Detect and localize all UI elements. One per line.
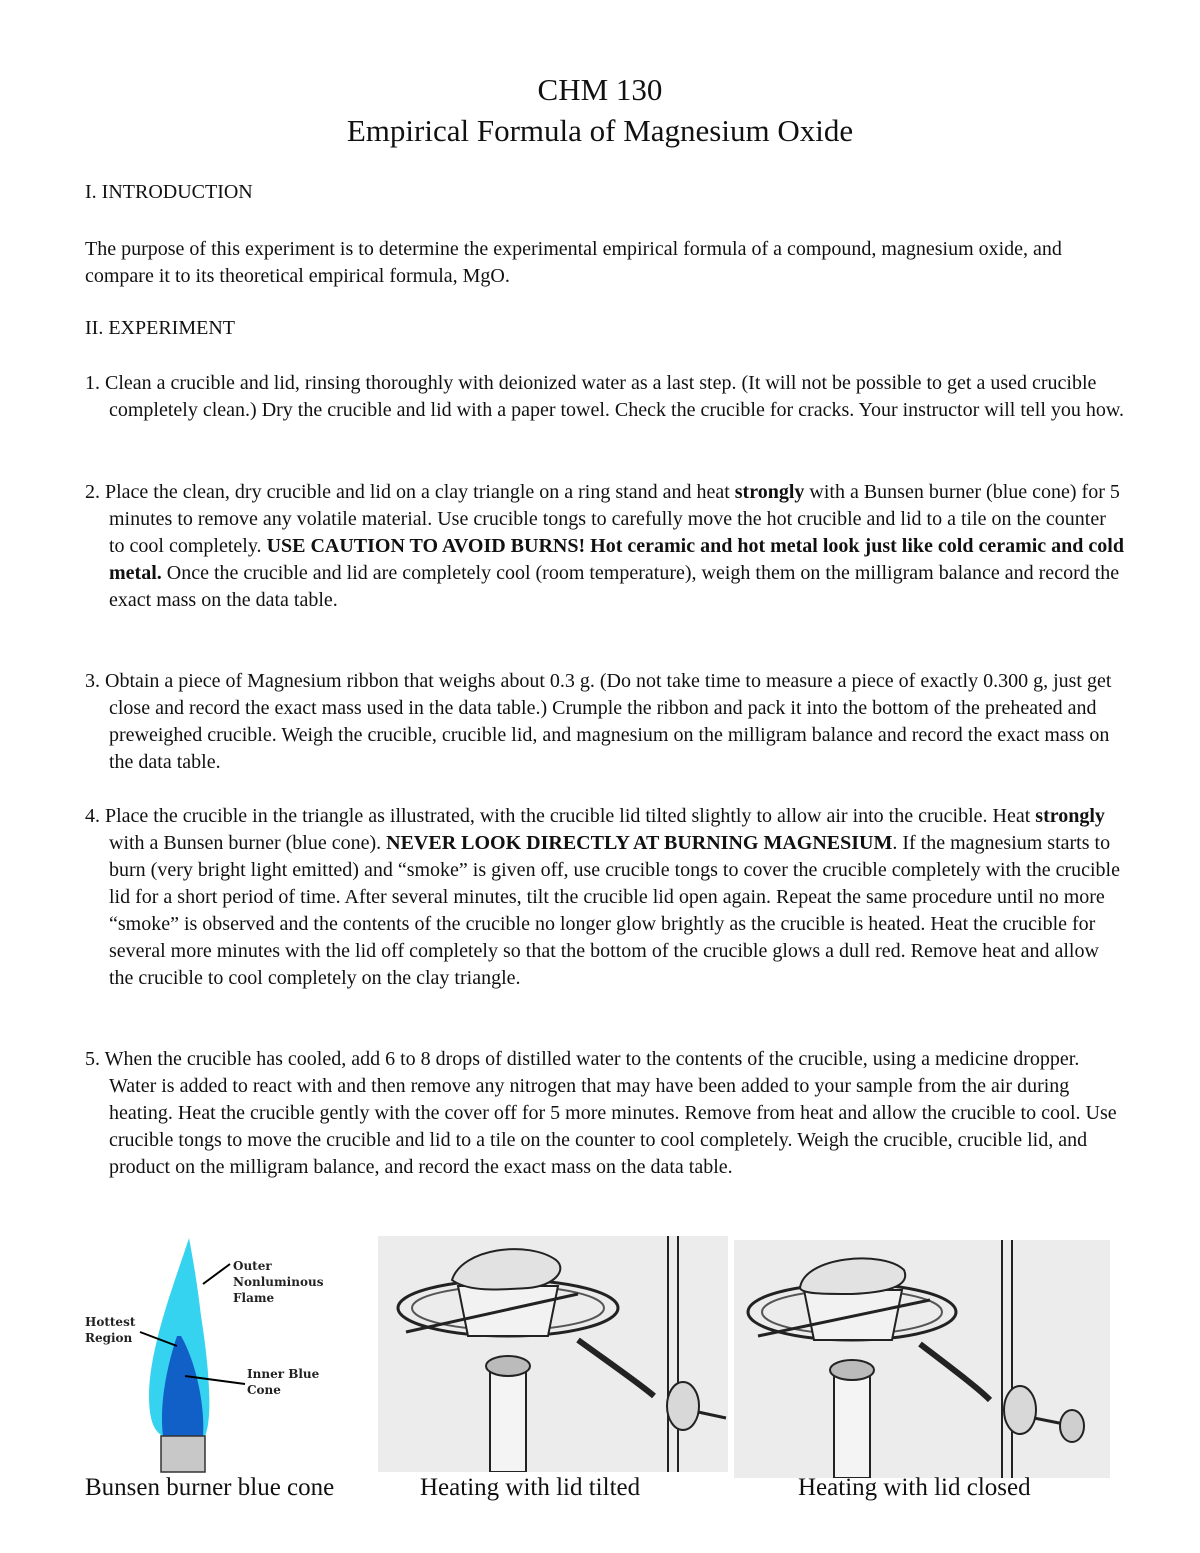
lid-tilted-illustration	[378, 1236, 728, 1472]
step-3	[85, 668, 1125, 776]
step-text: with a Bunsen burner (blue cone).	[109, 832, 387, 854]
introduction-text: The purpose of this experiment is to determine the experimental empirical formula of a compound, magnesium oxide, and compare it to its theoretical empirical formula, MgO.	[85, 238, 1062, 287]
step-4	[85, 803, 1125, 992]
step-text: Once the crucible and lid are completely cool (room temperature), weigh them on the milligram balance and record the exact mass on the data table.	[109, 562, 1120, 611]
step-bold-text: strongly	[1035, 805, 1105, 827]
step-text: 5. When the crucible has cooled, add 6 to 8 drops of distilled water to the contents of the crucible, using a medicine dropper. Water is added to react with and then remove any nitrogen that may have been added to your sample from the air during heating. Heat the crucible gently with the cover off for 5 more minutes. Remove from heat and allow the crucible to cool. Use crucible tongs to move the crucible and lid to a tile on the counter to cool completely. Weigh the crucible, crucible lid, and product on the milligram balance, and record the exact mass on the data table.	[85, 1048, 1117, 1178]
step-bold-text: strongly	[734, 481, 805, 503]
bunsen-burner-figure	[85, 1236, 345, 1476]
step-text: 4. Place the crucible in the triangle as illustrated, with the crucible lid tilted slightly to allow air into the crucible. Heat	[85, 805, 1036, 827]
document-title: Empirical Formula of Magnesium Oxide	[346, 113, 854, 148]
bunsen-burner-diagram	[85, 1236, 345, 1476]
caption-lid-closed: Heating with lid closed	[798, 1474, 1031, 1501]
label-inner: Inner Blue	[247, 1367, 320, 1381]
step-text: 1. Clean a crucible and lid, rinsing thoroughly with deionized water as a last step. (It will not be possible to get a used crucible completely clean.) Dry the crucible and lid with a paper towel. Check the crucible for cracks. Your instructor will tell you how.	[85, 372, 1125, 421]
lid-tilted-figure	[378, 1236, 728, 1472]
label-inner: Cone	[247, 1383, 281, 1397]
label-outer: Nonluminous	[233, 1275, 324, 1289]
label-hottest: Region	[85, 1331, 133, 1345]
step-5	[85, 1046, 1125, 1181]
caution-warning: USE CAUTION TO AVOID BURNS! Hot ceramic and hot metal look just like cold ceramic and cold metal.	[109, 535, 1124, 584]
caption-lid-tilted: Heating with lid tilted	[420, 1474, 641, 1501]
outer-flame-pointer	[203, 1264, 230, 1284]
lid-closed-figure	[734, 1240, 1110, 1478]
step-text: 3. Obtain a piece of Magnesium ribbon that weighs about 0.3 g. (Do not take time to measure a piece of exactly 0.300 g, just get close and record the exact mass used in the data table.) Crumple the ribbon and pack it into the bottom of the preheated and preweighed crucible. Weigh the crucible, crucible lid, and magnesium on the milligram balance and record the exact mass on the data table.	[85, 670, 1112, 773]
label-outer: Flame	[233, 1291, 275, 1305]
course-title: CHM 130	[537, 72, 663, 107]
step-text: . If the magnesium starts to burn (very bright light emitted) and “smoke” is given off, use crucible tongs to cover the crucible completely with the crucible lid for a short period of time. After several minutes, tilt the crucible lid open again. Repeat the same procedure until no more “smoke” is observed and the contents of the crucible no longer glow brightly as the crucible is heated. Heat the crucible for several more minutes with the lid off completely so that the bottom of the crucible glows a dull red. Remove heat and allow the crucible to cool completely on the clay triangle.	[109, 832, 1120, 989]
magnesium-warning: NEVER LOOK DIRECTLY AT BURNING MAGNESIUM	[386, 832, 893, 854]
introduction-heading: I. INTRODUCTION	[85, 181, 253, 203]
step-2	[85, 479, 1125, 614]
caption-bunsen: Bunsen burner blue cone	[85, 1474, 335, 1501]
step-text: with a Bunsen burner (blue cone) for 5 minutes to remove any volatile material. Use crucible tongs to carefully move the hot crucible and lid to a tile on the counter to cool completely.	[109, 481, 1120, 557]
experiment-heading: II. EXPERIMENT	[85, 317, 235, 339]
step-text: 2. Place the clean, dry crucible and lid on a clay triangle on a ring stand and heat	[85, 481, 735, 503]
label-hottest: Hottest	[85, 1315, 136, 1329]
step-1	[85, 370, 1125, 424]
label-outer: Outer	[233, 1259, 272, 1273]
burner-tube	[161, 1436, 205, 1472]
lid-closed-illustration	[734, 1240, 1110, 1478]
